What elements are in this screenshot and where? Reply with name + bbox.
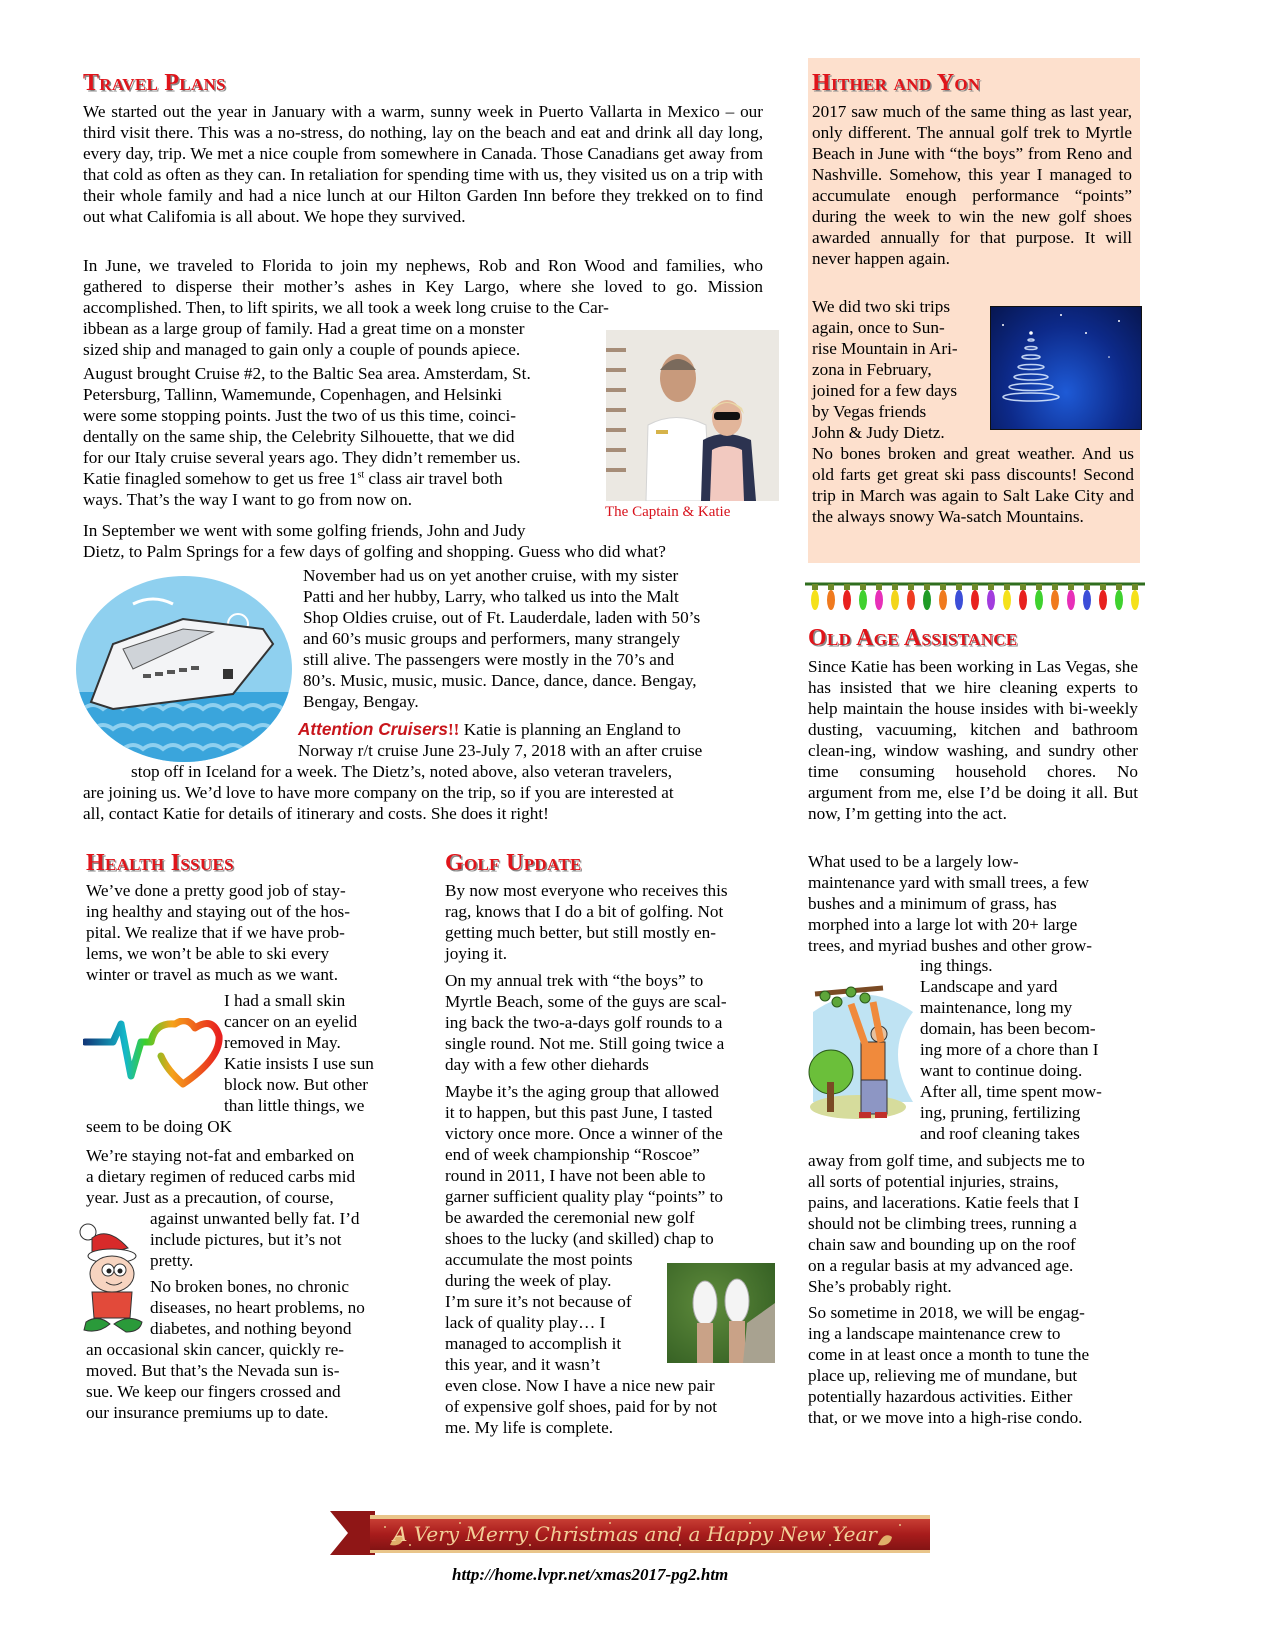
old-age-paragraph-2c: away from golf time, and subjects me to all sorts of potential injuries, strains, pains, and lacerations. Katie feels that I should not be climbing trees, running a chain saw and bounding up on the roof on a regular basis at my advanced age. She’s probably right. — [808, 1151, 1085, 1296]
golf-paragraph-3c: even close. Now I have a nice new pair of expensive golf shoes, paid for by not me. My life is complete. — [445, 1376, 718, 1437]
health-paragraph-3b: against unwanted belly fat. I’d include pictures, but it’s not pretty. — [150, 1209, 360, 1270]
light-socket — [972, 584, 978, 590]
light-bulb — [1051, 590, 1059, 610]
travel-paragraph-1: We started out the year in January with a warm, sunny week in Puerto Vallarta in Mexico – our third visit there. This was a no-stress, do nothing, lay on the beach and eat and drink all day long, every day, trip. We met a nice couple from somewhere in Canada. Those Canadians get away from that cold as often as they can. In retaliation for spending time with us, they visited us on a trip with their whole family and had a nice lunch at our Hilton Garden Inn before they trekked on to find out what Califomia is all about. We hope they survived. — [83, 102, 763, 226]
old-age-paragraph-2a: What used to be a largely low- maintenance yard with small trees, a few bushes and a minimum of grass, has morphed into a large lot with 20+ large trees, and myriad bushes and other grow- — [808, 852, 1092, 955]
photo-caption: The Captain & Katie — [605, 504, 731, 520]
light-socket — [1020, 584, 1026, 590]
light-socket — [844, 584, 850, 590]
light-bulb — [1083, 590, 1091, 610]
light-socket — [956, 584, 962, 590]
hither-paragraph-2a: We did two ski trips again, once to Sun- rise Mountain in Ari- zona in February, joined for a few days by Vegas friends John & Judy Dietz. — [812, 297, 958, 442]
health-paragraph-1: We’ve done a pretty good job of stay- ing healthy and staying out of the hos- pital. We realize that if we have prob- lems, we won’t be able to ski every winter or travel as much as we want. — [86, 881, 350, 984]
light-bulb — [987, 590, 995, 610]
attention-cruisers-label: Attention Cruisers — [298, 719, 448, 739]
light-socket — [1132, 584, 1138, 590]
health-paragraph-2a: I had a small skin cancer on an eyelid removed in May. Katie insists I use sun block now. But other than little things, we — [224, 991, 374, 1115]
light-bulb — [1067, 590, 1075, 610]
light-bulb — [843, 590, 851, 610]
hither-paragraph-2b: No bones broken and great weather. And us old farts get great ski pass discounts! Second trip in March was again to Salt Lake City and the always snowy Wa-satch Mountains. — [812, 444, 1134, 526]
travel-paragraph-2a: In June, we traveled to Florida to join my nephews, Rob and Ron Wood and families, who gathered to disperse their mother’s ashes in Key Largo, where she loved to go. Mission accomplished. Then, to lift spirits, we all took a week long cruise to the Car- — [83, 256, 763, 317]
travel-paragraph-2b: ibbean as a large group of family. Had a great time on a monster sized ship and managed to gain only a couple of pounds apiece. — [83, 319, 525, 359]
hither-paragraph-1: 2017 saw much of the same thing as last year, only different. The annual golf trek to Myrtle Beach in June with “the boys” from Reno and Nashville. Somehow, this year I managed to accumulate enough performance “points” during the week to win the new golf shoes awarded annually for that purpose. It will never happen again. — [812, 102, 1132, 268]
travel-p3-text: August brought Cruise #2, to the Baltic Sea area. Amsterdam, St. Petersburg, Tallinn, Wamemunde, Copenhagen, and Helsinki were some stopping points. Just the two of us this time, coinci- dentally on the same ship, the Celebrity Silhouette, that we did for our Italy cruise several years ago. They didn’t remember us. Katie finagled somehow to get us free 1 — [83, 364, 531, 488]
travel-paragraph-5: November had us on yet another cruise, with my sister Patti and her hubby, Larry, who talked us into the Malt Shop Oldies cruise, out of Ft. Lauderdale, laden with 50’s and 60’s music groups and performers, many strangely still alive. The passengers were mostly in the 70’s and 80’s. Music, music, music. Dance, dance, dance. Bengay, Bengay, Bengay. — [303, 566, 701, 711]
attention-cruisers-line — [298, 719, 778, 740]
elf-icon — [78, 1218, 146, 1338]
hither-and-yon-heading: Hither and Yon — [812, 70, 981, 96]
light-socket — [924, 584, 930, 590]
travel-paragraph-3 — [83, 363, 603, 510]
light-bulb — [923, 590, 931, 610]
light-socket — [860, 584, 866, 590]
golf-shoes-icon — [667, 1263, 775, 1363]
light-bulb — [971, 590, 979, 610]
light-bulb — [1003, 590, 1011, 610]
light-bulb — [1019, 590, 1027, 610]
old-age-paragraph-1: Since Katie has been working in Las Vegas, she has insisted that we hire cleaning experts to help maintain the house insides with bi-weekly dusting, vacuuming, kitchen and bathroom clean-ing, window washing, and sundry other time consuming household chores. No argument from me, else I’d be doing it all. But now, I’m getting into the act. — [808, 657, 1138, 823]
ribbon-banner-graphic — [330, 1505, 930, 1560]
light-bulb — [891, 590, 899, 610]
golf-paragraph-3b: accumulate the most points during the week of play. I’m sure it’s not because of lack of quality play… I managed to accomplish it this year, and it wasn’t — [445, 1250, 633, 1374]
ordinal-suffix: st — [357, 469, 365, 481]
light-bulb — [939, 590, 947, 610]
light-socket — [1116, 584, 1122, 590]
travel-plans-heading: Travel Plans — [83, 70, 226, 96]
health-issues-heading: Health Issues — [86, 850, 234, 876]
travel-p3-text-b: class air travel both ways. That’s the way I want to go from now on. — [83, 469, 503, 509]
old-age-paragraph-3: So sometime in 2018, we will be engag- ing a landscape maintenance crew to come in at least once a month to tune the place up, relieving me of mundane, but potentially hazardous activities. Either that, or we move into a high-rise condo. — [808, 1303, 1090, 1427]
light-bulb — [1099, 590, 1107, 610]
attention-text: Katie is planning an England to — [459, 720, 681, 739]
captain-photo-illustration — [606, 330, 779, 501]
light-socket — [940, 584, 946, 590]
light-bulb — [1131, 590, 1139, 610]
cruise-ship-clipart — [73, 574, 295, 764]
travel-paragraph-4: In September we went with some golfing friends, John and Judy Dietz, to Palm Springs for a few days of golfing and shopping. Guess who did what? — [83, 521, 666, 561]
light-bulb — [827, 590, 835, 610]
health-paragraph-2b: seem to be doing OK — [86, 1117, 233, 1136]
health-paragraph-4a: No broken bones, no chronic diseases, no heart problems, no diabetes, and nothing beyond — [150, 1277, 365, 1338]
holiday-banner — [330, 1505, 930, 1560]
gardener-pruning-icon — [803, 982, 918, 1122]
captain-katie-photo — [606, 330, 779, 501]
attention-exclamation: !! — [447, 720, 460, 739]
yard-work-clipart — [803, 982, 918, 1122]
attention-text-line-2: Norway r/t cruise June 23-July 7, 2018 with an after cruise — [298, 741, 703, 760]
light-socket — [876, 584, 882, 590]
golf-update-heading: Golf Update — [445, 850, 582, 876]
golf-paragraph-1: By now most everyone who receives this rag, knows that I do a bit of golfing. Not getting much better, but still mostly en- joying it. — [445, 881, 728, 963]
light-socket — [908, 584, 914, 590]
light-socket — [892, 584, 898, 590]
heartbeat-icon — [83, 1018, 223, 1093]
page-url: http://home.lvpr.net/xmas2017-pg2.htm — [452, 1565, 729, 1584]
banner-greeting-text: A Very Merry Christmas and a Happy New Year — [393, 1522, 877, 1546]
light-socket — [1100, 584, 1106, 590]
christmas-lights-divider — [805, 580, 1145, 614]
golf-paragraph-3a: Maybe it’s the aging group that allowed it to happen, but this past June, I tasted victory once more. Once a winner of the end of week championship “Roscoe” round in 2011, I have not been able to garner sufficient quality play “points” to be awarded the ceremonial new golf shoes to the lucky (and skilled) chap to — [445, 1082, 723, 1248]
health-paragraph-4b: an occasional skin cancer, quickly re- moved. But that’s the Nevada sun is- sue. We keep our fingers crossed and our insurance premiums up to date. — [86, 1340, 344, 1422]
light-socket — [1068, 584, 1074, 590]
light-socket — [828, 584, 834, 590]
old-age-paragraph-2b: ing things. Landscape and yard maintenance, long my domain, has been becom- ing more of a chore than I want to continue doing. After all, time spent mow- ing, pruning, fertilizing and roof cleaning takes — [920, 956, 1102, 1143]
travel-paragraph-6: stop off in Iceland for a week. The Dietz’s, noted above, also veteran travelers, are joining us. We’d love to have more company on the trip, so if you are interested at all, contact Katie for details of itinerary and costs. She does it right! — [83, 762, 674, 823]
sparkle-tree-icon — [991, 307, 1141, 429]
light-socket — [1084, 584, 1090, 590]
health-paragraph-3a: We’re staying not-fat and embarked on a dietary regimen of reduced carbs mid year. Just as a precaution, of course, — [86, 1146, 356, 1207]
light-socket — [1052, 584, 1058, 590]
light-bulb — [811, 590, 819, 610]
cruise-ship-icon — [73, 574, 295, 764]
light-bulb — [955, 590, 963, 610]
christmas-lights-icon — [805, 580, 1145, 614]
golf-shoes-photo — [667, 1263, 775, 1363]
light-bulb — [1115, 590, 1123, 610]
light-socket — [812, 584, 818, 590]
light-bulb — [859, 590, 867, 610]
christmas-tree-image — [990, 306, 1142, 430]
elf-clipart — [78, 1218, 146, 1338]
light-bulb — [875, 590, 883, 610]
golf-paragraph-2: On my annual trek with “the boys” to Myrtle Beach, some of the guys are scal- ing back the two-a-days golf rounds to a single round. Not me. Still going twice a day with a few other diehards — [445, 971, 727, 1074]
light-bulb — [907, 590, 915, 610]
light-socket — [988, 584, 994, 590]
heartbeat-heart-clipart — [83, 1018, 223, 1093]
old-age-assistance-heading: Old Age Assistance — [808, 625, 1018, 651]
light-socket — [1036, 584, 1042, 590]
light-bulb — [1035, 590, 1043, 610]
light-socket — [1004, 584, 1010, 590]
